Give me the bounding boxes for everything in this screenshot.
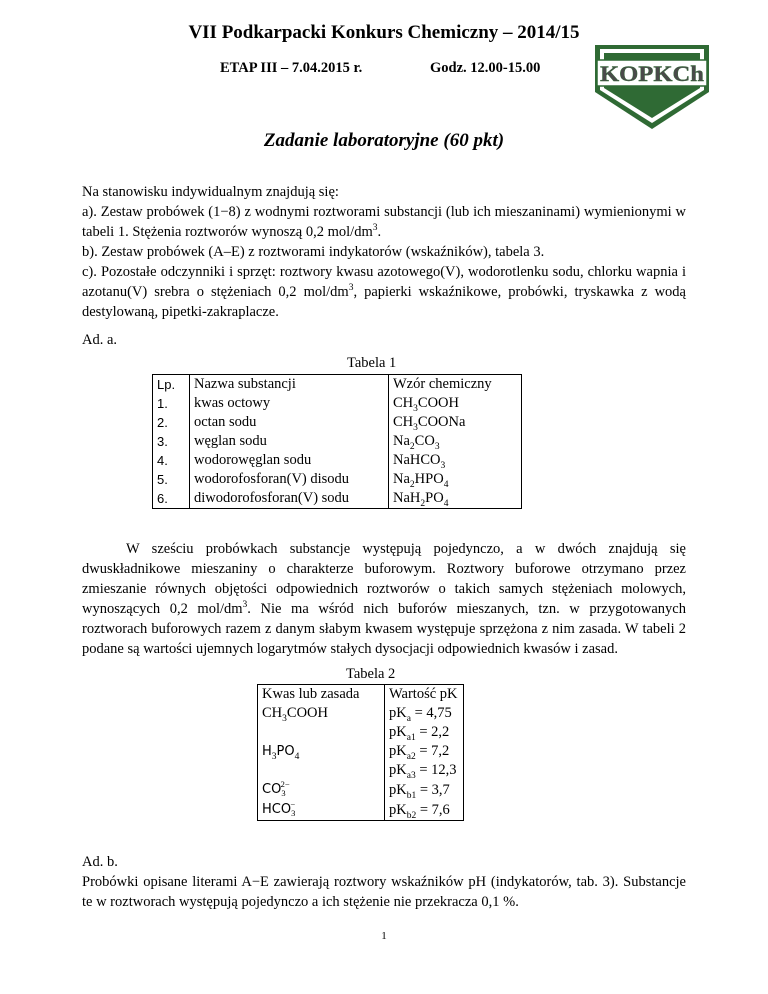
table2-row: [258, 723, 464, 742]
pk-number: = 7,6: [416, 801, 450, 818]
formula-sub: 2: [420, 498, 426, 509]
pk-number: = 7,2: [415, 743, 450, 759]
table1-row: [153, 470, 522, 489]
pk-value: [385, 780, 464, 800]
formula-sub: 3: [282, 713, 287, 724]
pk-symbol: pK: [389, 762, 407, 778]
ion-subscript: 3: [291, 808, 296, 818]
table2-row: [258, 704, 464, 723]
formula-sub: 3: [271, 751, 277, 762]
pk-symbol: pK: [389, 781, 407, 798]
phosphoric-acid-formula: [258, 742, 385, 761]
pk-number: = 3,7: [416, 781, 450, 798]
table1-row: [153, 451, 522, 470]
table1-substance-name: węglan sodu: [190, 432, 389, 451]
pk-value: [385, 704, 464, 723]
pk-number: = 4,75: [410, 705, 452, 721]
formula-part: COOH: [286, 705, 328, 721]
formula-part: CH: [393, 414, 414, 430]
table1-caption: Tabela 1: [347, 355, 397, 371]
formula-sub: 4: [443, 479, 449, 490]
table1-formula: [389, 451, 522, 470]
formula-sub: 2: [409, 479, 415, 490]
table1-lp: 4.: [153, 451, 190, 470]
exam-time: Godz. 12.00-15.00: [430, 60, 541, 76]
table2-row: [258, 742, 464, 761]
intro-item-c: [82, 262, 686, 322]
table1-header-name: Nazwa substancji: [190, 375, 389, 395]
table1-substance-name: octan sodu: [190, 413, 389, 432]
section-b-label: Ad. b.: [82, 854, 118, 870]
task-subtitle: Zadanie laboratoryjne (60 pkt): [263, 130, 505, 151]
pk-subscript: b1: [406, 790, 417, 801]
intro-a-text: a). Zestaw probówek (1−8) z wodnymi roztworami substancji (lub ich mieszaninami) wymienionymi w tabeli 1. Stężenia roztworów wynoszą 0,2 mol/dm: [82, 204, 686, 240]
formula-sub: 3: [413, 403, 418, 414]
section-a-label: Ad. a.: [82, 332, 118, 348]
formula-part: CH: [262, 705, 283, 721]
intro-c-sup: 3: [348, 283, 354, 294]
table1-row: [153, 432, 522, 451]
pk-value: [385, 723, 464, 742]
intro-c-end: , papierki wskaźnikowe, probówki, tryskawka z wodą destylowaną, pipetki-zakraplacze.: [82, 284, 686, 320]
buffer-paragraph-sup: 3: [242, 600, 248, 611]
table2-header-row: [258, 685, 464, 705]
table1-header-formula: Wzór chemiczny: [389, 375, 522, 395]
pk-subscript: a1: [406, 732, 416, 743]
table2-row: [258, 800, 464, 821]
formula-sub: 4: [294, 751, 300, 762]
logo-text: KOPKCh: [600, 61, 704, 86]
table1-substance-name: kwas octowy: [190, 394, 389, 413]
intro-a-sup: 3: [372, 223, 378, 234]
substance-table: [152, 374, 522, 509]
buffer-paragraph-text: W sześciu probówkach substancje występują pojedynczo, a w dwóch znajdują się dwuskładnikowe mieszaniny o charakterze buforowym. Roztwory buforowe otrzymano przez zmieszanie równych objętości odpowiednich roztworów o takich samych stężeniach molowych, wynoszących 0,2 mol/dm: [82, 541, 686, 617]
pk-subscript: a: [406, 713, 411, 724]
pk-subscript: a2: [406, 751, 416, 762]
pk-value: [385, 742, 464, 761]
carbonate-ion: [258, 780, 385, 800]
kopkch-logo: [594, 44, 710, 130]
formula-sub: 3: [413, 422, 418, 433]
table2-empty-cell: [258, 723, 385, 742]
table1-formula: [389, 470, 522, 489]
table1-substance-name: diwodorofosforan(V) sodu: [190, 489, 389, 509]
formula-part: CH: [393, 395, 414, 411]
table2-header-pk: Wartość pK: [385, 685, 464, 705]
pk-symbol: pK: [389, 743, 407, 759]
table1-header-row: [153, 375, 522, 395]
table1-row: [153, 394, 522, 413]
table2-empty-cell: [258, 761, 385, 780]
ion-subscript: 3: [281, 788, 286, 798]
table1-lp: 2.: [153, 413, 190, 432]
table1-lp: 6.: [153, 489, 190, 509]
acetic-acid-formula: [258, 704, 385, 723]
formula-part: PO: [425, 490, 444, 506]
pk-number: = 12,3: [415, 762, 457, 778]
formula-part: CO: [414, 433, 435, 449]
intro-line: Na stanowisku indywidualnym znajdują się:: [82, 184, 339, 200]
table2-caption: Tabela 2: [346, 666, 396, 682]
table1-row: [153, 489, 522, 509]
formula-sub: 3: [434, 441, 440, 452]
pk-symbol: pK: [389, 705, 407, 721]
pk-table: [257, 684, 464, 821]
table1-substance-name: wodorowęglan sodu: [190, 451, 389, 470]
formula-part: HPO: [414, 471, 444, 487]
intro-item-a: [82, 202, 686, 242]
pk-value: [385, 800, 464, 821]
page-number: 1: [381, 930, 387, 942]
table2-header-acid: Kwas lub zasada: [258, 685, 385, 705]
table1-row: [153, 413, 522, 432]
formula-part: NaH: [393, 490, 421, 506]
buffer-paragraph-end: . Nie ma wśród nich buforów mieszanych, tzn. w przygotowanych roztworach buforowych razem z danym słabym kwasem występuje sprzężona z nim zasada. W tabeli 2 podane są wartości ujemnych logarytmów stałych dysocjacji odpowiednich kwasów i zasad.: [82, 601, 686, 657]
table1-lp: 3.: [153, 432, 190, 451]
formula-sub: 4: [443, 498, 449, 509]
ion-base: HCO: [262, 802, 292, 817]
formula-part: COOH: [417, 395, 459, 411]
pk-symbol: pK: [389, 724, 407, 740]
ion-charge: −: [290, 799, 296, 809]
table1-lp: 1.: [153, 394, 190, 413]
buffer-paragraph: [82, 539, 686, 659]
table1-substance-name: wodorofosforan(V) disodu: [190, 470, 389, 489]
table1-header-lp: Lp.: [153, 375, 190, 395]
intro-a-end: .: [377, 224, 382, 240]
formula-part: H: [262, 744, 272, 759]
pk-subscript: a3: [406, 770, 416, 781]
formula-sub: 3: [440, 460, 446, 471]
pk-subscript: b2: [406, 810, 417, 821]
formula-part: Na: [393, 433, 410, 449]
ion-charge: 2−: [280, 779, 290, 789]
bicarbonate-ion: [258, 800, 385, 821]
formula-part: NaHCO: [393, 452, 441, 468]
formula-part: Na: [393, 471, 410, 487]
pk-number: = 2,2: [415, 724, 450, 740]
formula-part: PO: [276, 744, 295, 759]
pk-symbol: pK: [389, 801, 407, 818]
table2-row: [258, 761, 464, 780]
formula-part: COONa: [417, 414, 466, 430]
table1-formula: [389, 432, 522, 451]
ion-base: CO: [262, 782, 282, 797]
section-b-text: Probówki opisane literami A−E zawierają roztwory wskaźników pH (indykatorów, tab. 3). Substancje te w roztworach występują pojedynczo a ich stężenie nie przekracza 0,1 %.: [82, 874, 686, 910]
intro-item-b: b). Zestaw probówek (A–E) z roztworami indykatorów (wskaźników), tabela 3.: [82, 244, 545, 260]
document-title: VII Podkarpacki Konkurs Chemiczny – 2014/15: [188, 22, 580, 43]
intro-c-text: c). Pozostałe odczynniki i sprzęt: roztwory kwasu azotowego(V), wodorotlenku sodu, chlorku wapnia i azotanu(V) srebra o stężeniach 0,2 mol/dm: [82, 264, 686, 300]
pk-value: [385, 761, 464, 780]
stage-date: ETAP III – 7.04.2015 r.: [220, 60, 363, 76]
table1-formula: [389, 413, 522, 432]
formula-sub: 2: [409, 441, 415, 452]
table1-formula: [389, 489, 522, 509]
table1-lp: 5.: [153, 470, 190, 489]
table1-formula: [389, 394, 522, 413]
table2-row: [258, 780, 464, 800]
